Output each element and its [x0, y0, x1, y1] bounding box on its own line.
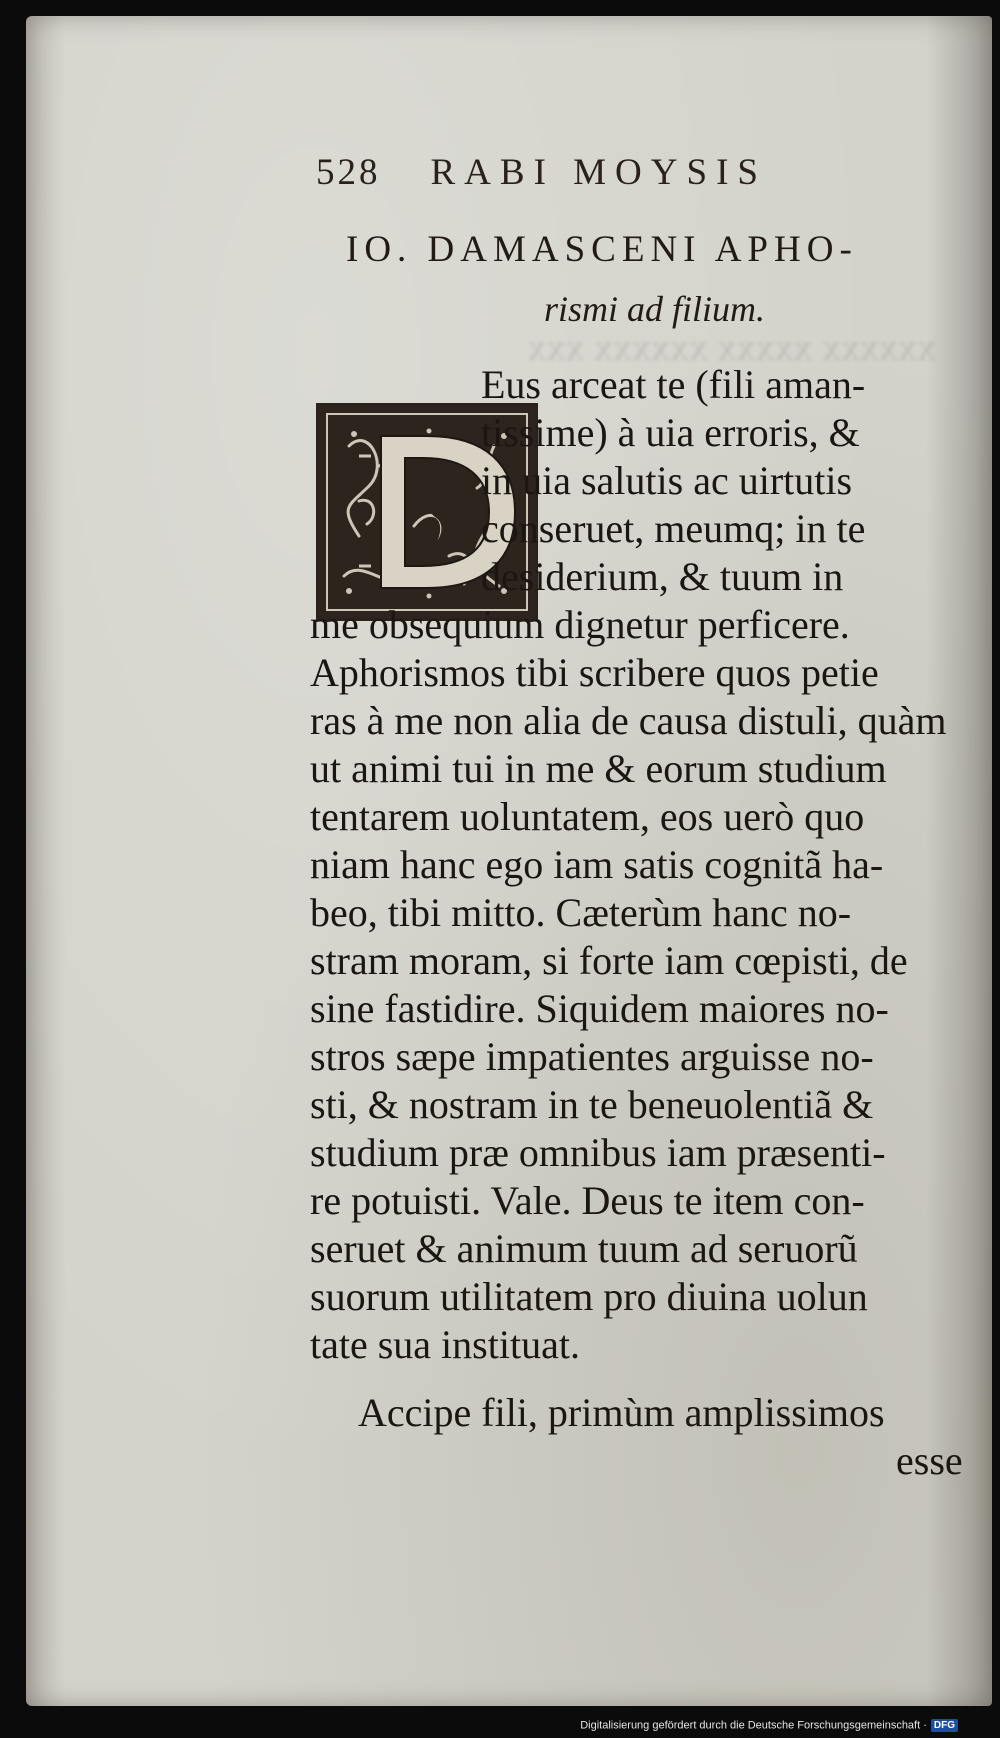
body-line: sti, & nostram in te beneuolentiã & — [310, 1082, 874, 1127]
body-line: beo, tibi mitto. Cæterùm hanc no- — [310, 890, 852, 935]
scan-bottom-margin — [0, 1706, 1000, 1738]
body-line: me obsequium dignetur perficere. — [310, 602, 850, 647]
body-line: suorum utilitatem pro diuina uolun — [310, 1274, 868, 1319]
funding-footer-text: Digitalisierung gefördert durch die Deutsche Forschungsgemeinschaft · — [580, 1719, 927, 1732]
dfg-logo-icon: DFG — [931, 1719, 958, 1732]
body-line: sine fastidire. Siquidem maiores no- — [310, 986, 889, 1031]
body-line: in uia salutis ac uirtutis — [481, 458, 853, 503]
body-line: ut animi tui in me & eorum studium — [310, 746, 887, 791]
body-line: desiderium, & tuum in — [481, 554, 844, 599]
body-line: tentarem uoluntatem, eos uerò quo — [310, 794, 865, 839]
body-line: tate sua instituat. — [310, 1322, 580, 1367]
chapter-subheading: rismi ad filium. — [544, 289, 766, 329]
catchword: esse — [896, 1438, 963, 1483]
body-line: ras à me non alia de causa distuli, quàm — [310, 698, 947, 743]
body-line: conseruet, meumq; in te — [481, 506, 866, 551]
body-line: stros sæpe impatientes arguisse no- — [310, 1034, 874, 1079]
show-through-bleed: xxxxxx xxxxx xxxxxx xxx — [527, 327, 936, 369]
book-page — [26, 16, 992, 1706]
body-line: niam hanc ego iam satis cognitã ha- — [310, 842, 884, 887]
funding-footer — [580, 1719, 958, 1732]
page-number: 528 — [316, 152, 381, 193]
body-line: tissime) à uia erroris, & — [481, 410, 860, 455]
running-head — [316, 151, 876, 194]
body-line: Accipe fili, primùm amplissimos — [358, 1390, 885, 1435]
body-line: stram moram, si forte iam cœpisti, de — [310, 938, 908, 983]
running-title: RABI MOYSIS — [430, 152, 767, 193]
body-line: seruet & animum tuum ad seruorũ — [310, 1226, 858, 1271]
body-line: studium præ omnibus iam præsenti- — [310, 1130, 886, 1175]
body-line: Eus arceat te (fili aman- — [481, 362, 866, 407]
body-line: Aphorismos tibi scribere quos petie — [310, 650, 879, 695]
body-line: re potuisti. Vale. Deus te item con- — [310, 1178, 865, 1223]
chapter-heading: IO. DAMASCENI APHO- — [346, 229, 858, 270]
